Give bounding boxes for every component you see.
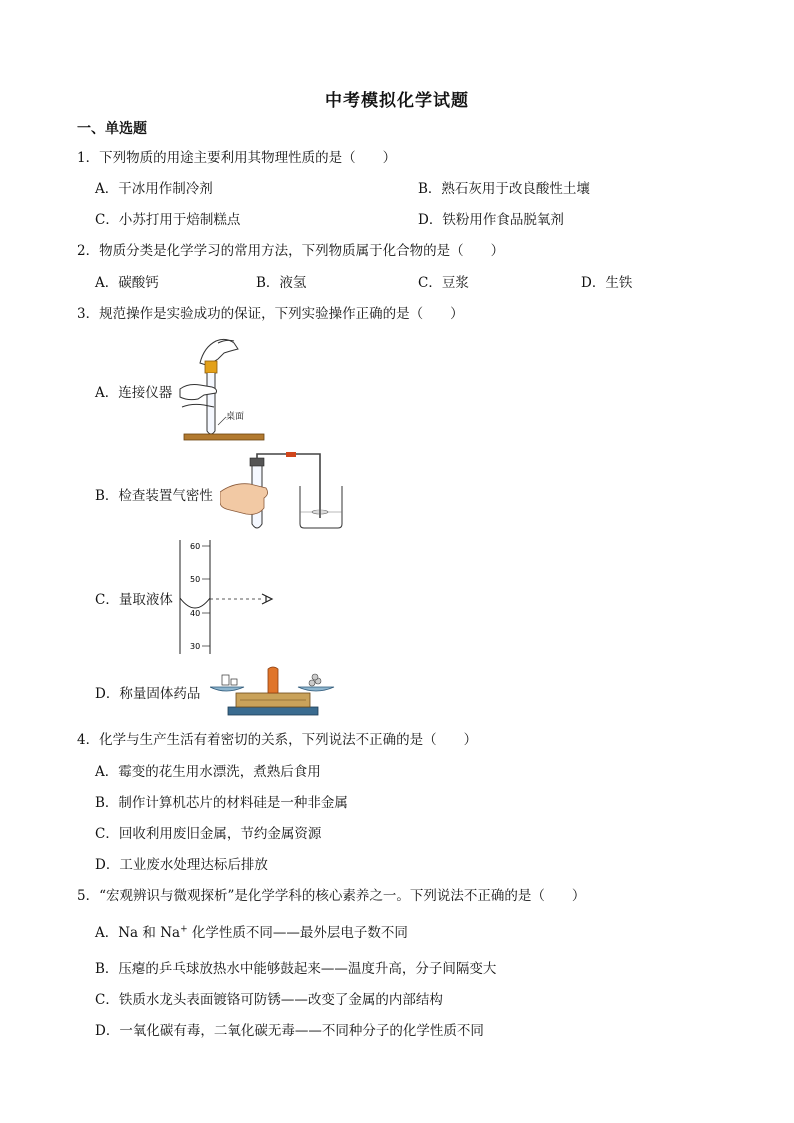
option-a-prefix: A．Na 和 Na [95, 925, 181, 941]
question-4-stem: 4．化学与生产生活有着密切的关系，下列说法不正确的是（ ） [77, 732, 478, 748]
question-1-stem: 1．下列物质的用途主要利用其物理性质的是（ ） [77, 150, 397, 166]
question-5-option-c[interactable]: C．铁质水龙头表面镀铬可防锈——改变了金属的内部结构 [95, 992, 443, 1008]
question-2-option-c[interactable]: C．豆浆 [418, 275, 469, 291]
sodium-ion-charge: + [180, 924, 188, 935]
section-heading: 一、单选题 [77, 121, 147, 137]
option-a-suffix: 化学性质不同——最外层电子数不同 [187, 925, 408, 941]
desk-label: 桌面 [226, 412, 245, 422]
cylinder-tick-50: 50 [190, 575, 201, 584]
cylinder-tick-30: 30 [190, 642, 201, 651]
balance-scale-figure [210, 663, 335, 718]
question-5-option-a[interactable] [95, 921, 408, 941]
question-2-option-a[interactable]: A．碳酸钙 [95, 275, 159, 291]
question-1-option-b[interactable]: B．熟石灰用于改良酸性土壤 [418, 181, 590, 197]
question-3-option-d[interactable]: D．称量固体药品 [95, 686, 201, 702]
question-1-option-d[interactable]: D．铁粉用作食品脱氧剂 [418, 212, 564, 228]
page-title: 中考模拟化学试题 [325, 91, 469, 111]
question-4-option-d[interactable]: D．工业废水处理达标后排放 [95, 857, 268, 873]
question-4-option-c[interactable]: C．回收利用废旧金属，节约金属资源 [95, 826, 322, 842]
test-tube-stopper-figure [178, 333, 268, 443]
question-1-option-a[interactable]: A．干冰用作制冷剂 [95, 181, 213, 197]
question-3-option-b[interactable]: B．检查装置气密性 [95, 488, 213, 504]
question-3-option-c[interactable]: C．量取液体 [95, 592, 173, 608]
question-2-stem: 2．物质分类是化学学习的常用方法，下列物质属于化合物的是（ ） [77, 243, 505, 259]
question-5-option-d[interactable]: D．一氧化碳有毒，二氧化碳无毒——不同种分子的化学性质不同 [95, 1023, 484, 1039]
question-3-stem: 3．规范操作是实验成功的保证，下列实验操作正确的是（ ） [77, 306, 464, 322]
question-3-option-a[interactable]: A．连接仪器 [95, 385, 173, 401]
question-5-stem: 5．“宏观辨识与微观探析”是化学学科的核心素养之一。下列说法不正确的是（ ） [77, 888, 586, 904]
cylinder-tick-40: 40 [190, 609, 201, 618]
question-2-option-d[interactable]: D．生铁 [581, 275, 633, 291]
question-4-option-b[interactable]: B．制作计算机芯片的材料硅是一种非金属 [95, 795, 348, 811]
question-4-option-a[interactable]: A．霉变的花生用水漂洗，煮熟后食用 [95, 764, 321, 780]
airtightness-check-figure [220, 452, 350, 532]
question-1-option-c[interactable]: C．小苏打用于焙制糕点 [95, 212, 241, 228]
question-5-option-b[interactable]: B．压瘪的乒乓球放热水中能够鼓起来——温度升高，分子间隔变大 [95, 961, 497, 977]
graduated-cylinder-figure [174, 536, 284, 656]
question-2-option-b[interactable]: B．液氢 [256, 275, 307, 291]
cylinder-tick-60: 60 [190, 542, 201, 551]
